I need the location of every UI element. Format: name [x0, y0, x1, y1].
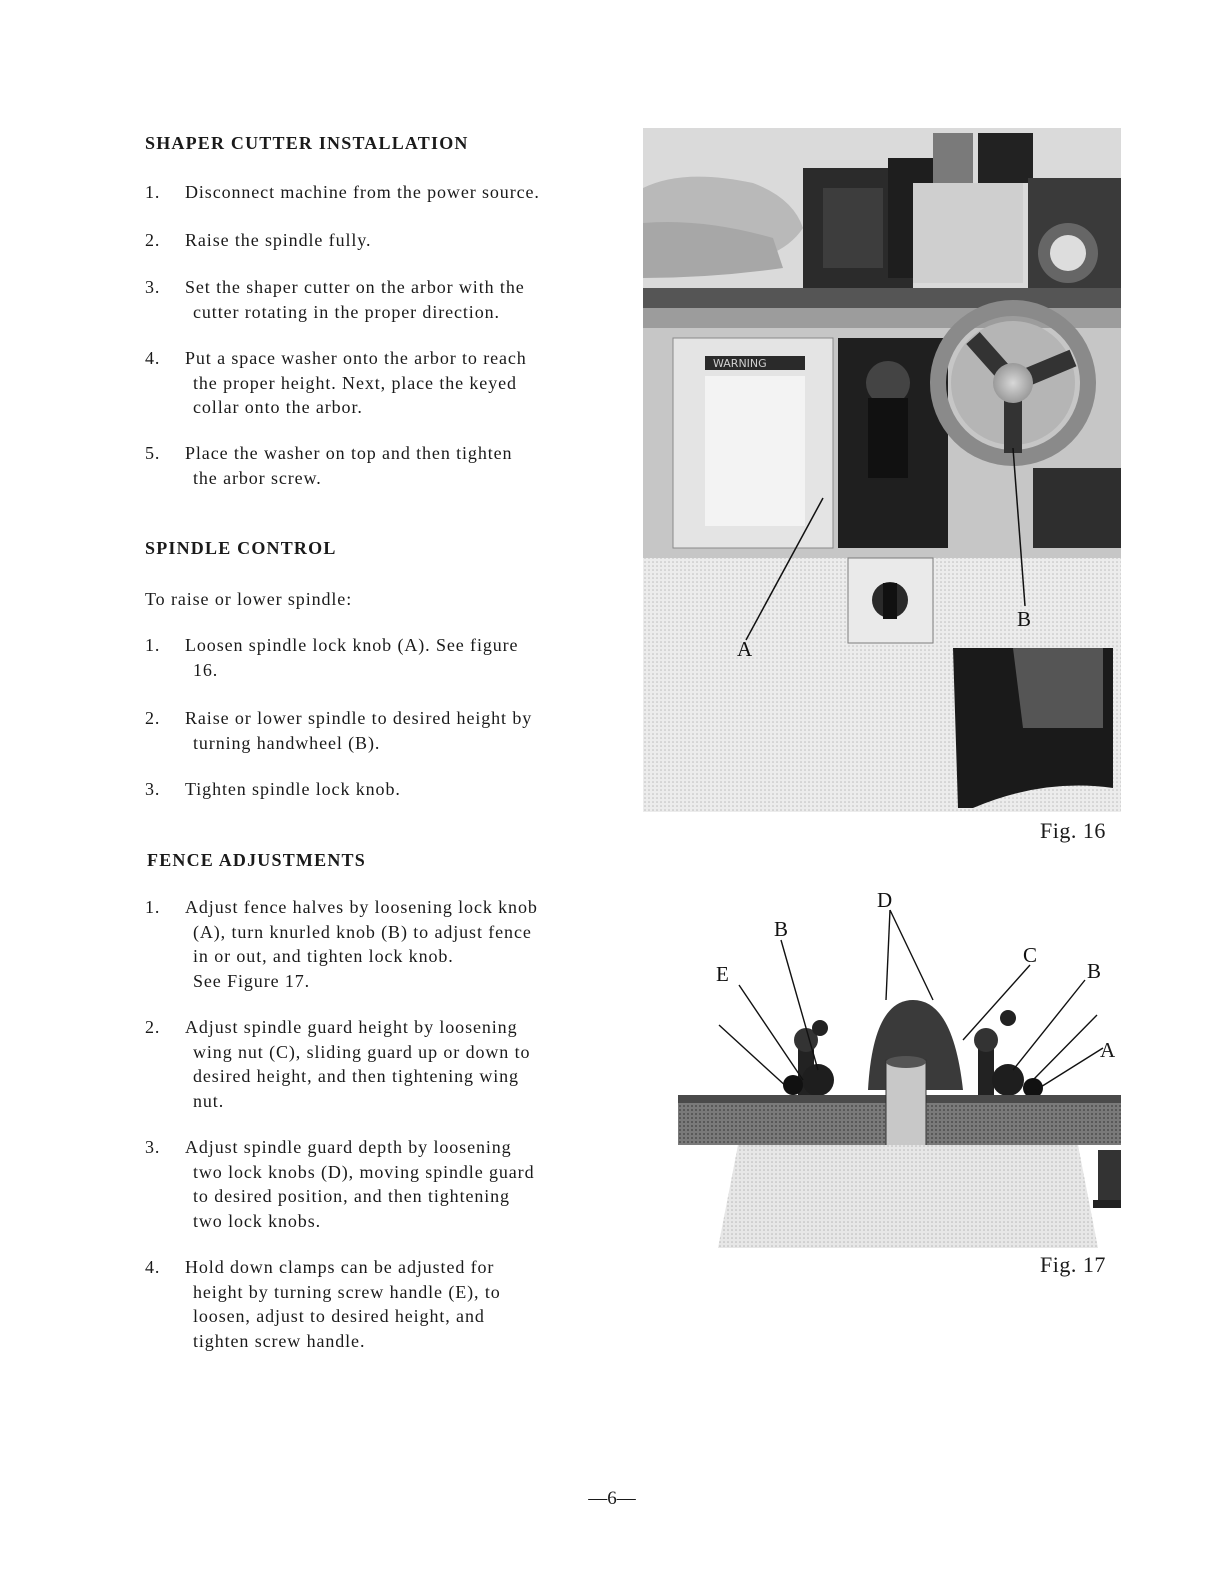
step-line: nut. — [193, 1090, 225, 1111]
warning-label-text: WARNING — [713, 357, 767, 370]
callout-b-left: B — [774, 917, 789, 941]
step-line: height by turning screw handle (E), to — [193, 1281, 501, 1302]
step-number: 3. — [145, 277, 161, 297]
section-title-fence: FENCE ADJUSTMENTS — [147, 850, 366, 870]
spindle-step-3 — [145, 777, 655, 802]
callout-c: C — [1023, 943, 1038, 967]
step-line: collar onto the arbor. — [193, 397, 363, 417]
step-text: Raise the spindle fully. — [185, 230, 372, 250]
step-line: the proper height. Next, place the keyed — [193, 372, 517, 393]
step-number: 1. — [145, 635, 161, 655]
section-title-shaper: SHAPER CUTTER INSTALLATION — [145, 133, 469, 153]
step-line: tighten screw handle. — [193, 1330, 366, 1351]
shaper-step-3 — [145, 275, 655, 324]
step-number: 5. — [145, 443, 161, 463]
step-line: two lock knobs (D), moving spindle guard — [193, 1161, 535, 1182]
step-number: 1. — [145, 182, 161, 202]
callout-a-right: A — [1100, 1038, 1116, 1062]
figure-16-photo — [643, 128, 1121, 812]
step-line: Set the shaper cutter on the arbor with the — [185, 277, 525, 297]
shaper-step-1 — [145, 180, 655, 205]
step-line: 16. — [193, 659, 219, 680]
fence-step-3 — [145, 1135, 655, 1233]
callout-b: B — [1017, 607, 1032, 631]
callout-e-left: E — [716, 962, 729, 986]
spindle-step-2 — [145, 706, 655, 755]
step-line: Hold down clamps can be adjusted for — [185, 1257, 495, 1277]
step-line: Loosen spindle lock knob (A). See figure — [185, 635, 519, 655]
step-line: Raise or lower spindle to desired height by — [185, 708, 533, 728]
step-line: Put a space washer onto the arbor to reach — [185, 348, 527, 368]
page-number: —6— — [588, 1488, 636, 1509]
step-number: 1. — [145, 897, 161, 917]
step-number: 2. — [145, 230, 161, 250]
step-line: See Figure 17. — [193, 970, 311, 991]
figure-17-photo — [678, 1000, 1121, 1248]
fence-step-4 — [145, 1255, 655, 1353]
step-number: 4. — [145, 348, 161, 368]
fence-step-1 — [145, 895, 655, 993]
step-line: Adjust fence halves by loosening lock knob — [185, 897, 538, 917]
step-number: 4. — [145, 1257, 161, 1277]
step-line: turning handwheel (B). — [193, 732, 381, 753]
step-text: Tighten spindle lock knob. — [185, 779, 401, 799]
step-line: loosen, adjust to desired height, and — [193, 1306, 485, 1326]
step-line: two lock knobs. — [193, 1210, 321, 1231]
step-line: to desired position, and then tightening — [193, 1186, 510, 1206]
step-number: 3. — [145, 779, 161, 799]
step-line: Adjust spindle guard height by loosening — [185, 1017, 518, 1037]
step-line: desired height, and then tightening wing — [193, 1066, 519, 1086]
step-line: in or out, and tighten lock knob. — [193, 946, 454, 966]
step-line: Place the washer on top and then tighten — [185, 443, 513, 463]
step-number: 2. — [145, 708, 161, 728]
callout-a: A — [737, 637, 753, 661]
step-line: cutter rotating in the proper direction. — [193, 301, 500, 322]
step-line: the arbor screw. — [193, 467, 322, 488]
step-number: 2. — [145, 1017, 161, 1037]
figure-16-caption: Fig. 16 — [1040, 818, 1106, 843]
step-line: wing nut (C), sliding guard up or down to — [193, 1041, 531, 1062]
callout-d: D — [877, 888, 893, 912]
figure-16-illustration — [643, 128, 1121, 812]
step-number: 3. — [145, 1137, 161, 1157]
figure-17-illustration — [678, 1000, 1121, 1248]
step-text: Disconnect machine from the power source. — [185, 182, 540, 202]
shaper-step-5 — [145, 441, 655, 490]
section-title-spindle: SPINDLE CONTROL — [145, 538, 337, 558]
step-line: (A), turn knurled knob (B) to adjust fence — [193, 921, 532, 942]
spindle-step-1 — [145, 633, 655, 682]
shaper-step-2 — [145, 228, 655, 253]
shaper-step-4 — [145, 346, 655, 420]
fence-step-2 — [145, 1015, 655, 1113]
callout-b-right: B — [1087, 959, 1102, 983]
figure-17-caption: Fig. 17 — [1040, 1252, 1106, 1277]
step-line: Adjust spindle guard depth by loosening — [185, 1137, 512, 1157]
spindle-intro: To raise or lower spindle: — [145, 589, 353, 609]
